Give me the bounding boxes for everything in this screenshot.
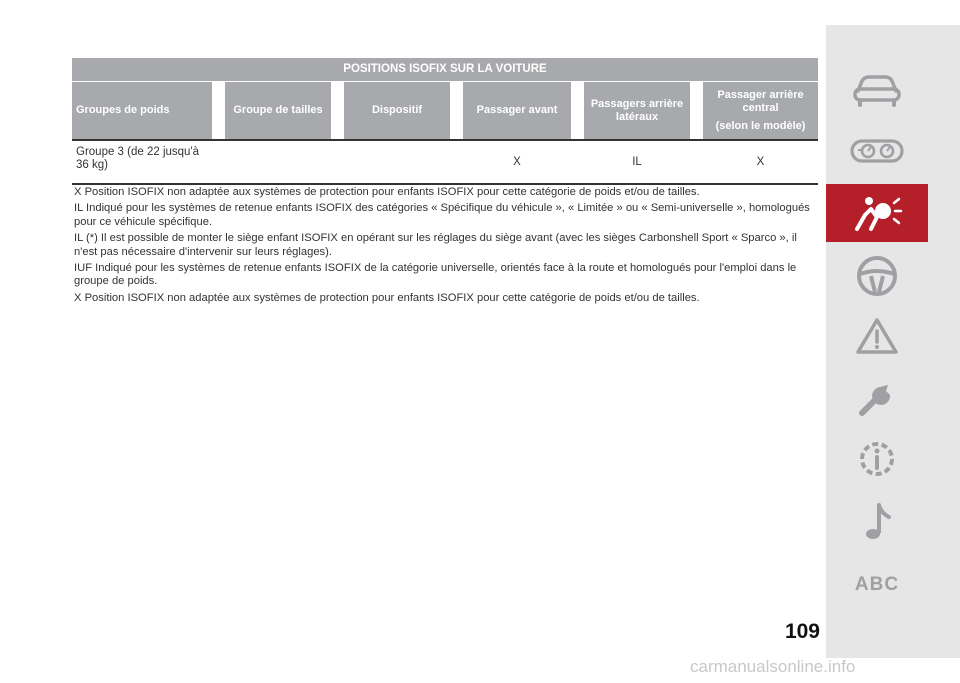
note-paragraph: X Position ISOFIX non adaptée aux systèmes de protection pour enfants ISOFIX pour cette catégorie de poids et/ou de tailles.	[74, 186, 700, 198]
note-paragraph: X Position ISOFIX non adaptée aux systèmes de protection pour enfants ISOFIX pour cette catégorie de poids et/ou de tailles.	[74, 291, 700, 304]
sidebar-item-index[interactable]	[826, 556, 928, 614]
note-paragraph: IL Indiqué pour les systèmes de retenue enfants ISOFIX des catégories « Spécifique du véhicule », « Limitée » ou « Semi-universelle », homologués pour ce véhicule spécifique.	[74, 202, 810, 228]
chapter-sidebar	[826, 25, 960, 658]
header-device: Dispositif	[344, 82, 450, 139]
sidebar-item-maintenance[interactable]	[826, 369, 928, 427]
dashboard-icon	[849, 137, 905, 167]
sidebar-item-steering[interactable]	[826, 247, 928, 305]
header-rear-central: Passager arrière central (selon le modèle)	[703, 82, 818, 139]
car-icon	[850, 69, 904, 109]
note-paragraph: IUF Indiqué pour les systèmes de retenue enfants ISOFIX de la catégorie universelle, orientés face à la route et homologués pour l'emploi dans le groupe de poids.	[74, 262, 797, 288]
cell-rear-lateral: IL	[632, 156, 642, 168]
page-number: 109	[784, 620, 820, 643]
table-title: POSITIONS ISOFIX SUR LA VOITURE	[72, 58, 818, 82]
sidebar-item-dashboard[interactable]	[826, 123, 928, 181]
steering-wheel-icon	[855, 254, 899, 298]
header-weight-groups: Groupes de poids	[72, 82, 212, 139]
cell-front-passenger: X	[513, 156, 521, 168]
header-front-passenger: Passager avant	[463, 82, 571, 139]
sidebar-item-technical-data[interactable]	[826, 430, 928, 488]
cell-weight-group: Groupe 3 (de 22 jusqu'à 36 kg)	[76, 146, 200, 171]
technical-data-icon	[855, 437, 899, 481]
table-header-row	[72, 82, 818, 141]
table-row	[72, 141, 818, 185]
note-paragraph: IL (*) Il est possible de monter le siège enfant ISOFIX en opérant sur les réglages du siège avant (avec les sièges Carbonshell Sport « Sparco », il n'est pas nécessaire d'intervenir sur leurs réglages).	[74, 232, 797, 258]
cell-device	[344, 141, 450, 183]
header-rear-lateral: Passagers arrière latéraux	[584, 82, 690, 139]
sidebar-item-car[interactable]	[826, 60, 928, 118]
warning-triangle-icon	[854, 316, 900, 356]
table-notes	[74, 186, 818, 308]
music-note-icon	[859, 499, 895, 543]
airbag-safety-icon	[849, 193, 905, 233]
sidebar-item-multimedia[interactable]	[826, 492, 928, 550]
sidebar-item-safety[interactable]	[826, 184, 928, 242]
isofix-table	[72, 58, 818, 185]
watermark: carmanualsonline.info	[690, 657, 856, 676]
cell-size-group	[225, 141, 331, 183]
cell-rear-central: X	[756, 156, 765, 168]
sidebar-item-warnings[interactable]	[826, 307, 928, 365]
abc-index-icon: ABC	[854, 574, 900, 595]
wrench-icon	[854, 375, 900, 421]
header-size-groups: Groupe de tailles	[225, 82, 331, 139]
